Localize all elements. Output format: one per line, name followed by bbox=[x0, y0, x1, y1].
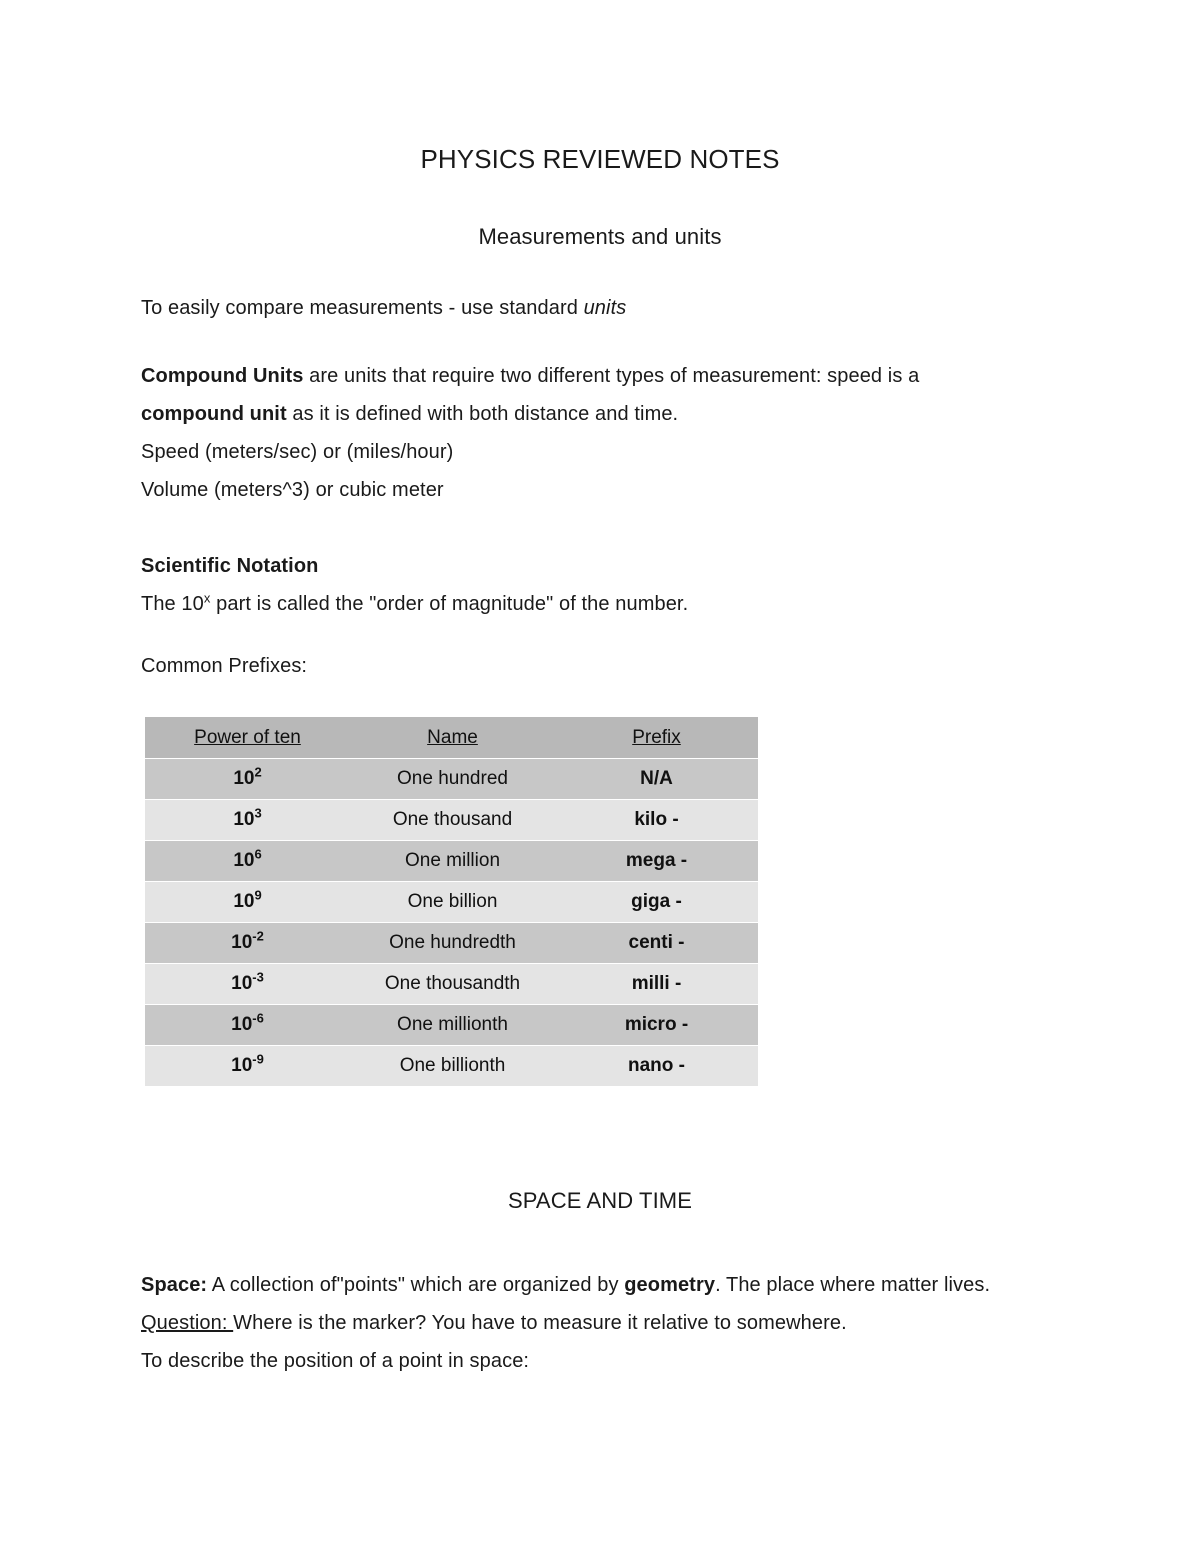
header-prefix: Prefix bbox=[555, 717, 758, 759]
section-heading-measurements: Measurements and units bbox=[478, 224, 722, 249]
prefix-cell: micro - bbox=[555, 1005, 758, 1046]
power-base: 10 bbox=[231, 973, 253, 994]
header-power-of-ten: Power of ten bbox=[145, 717, 350, 759]
power-of-ten-cell bbox=[145, 1046, 350, 1087]
space-bold: Space: bbox=[141, 1274, 208, 1296]
power-base: 10 bbox=[233, 809, 255, 830]
prefix-cell: centi - bbox=[555, 923, 758, 964]
power-base: 10 bbox=[231, 1055, 253, 1076]
space-text-2: . The place where matter lives. bbox=[715, 1274, 991, 1296]
compound-line-1 bbox=[141, 364, 919, 388]
name-cell: One millionth bbox=[350, 1005, 555, 1046]
geometry-bold: geometry bbox=[624, 1274, 716, 1296]
sci-text-a: The 10 bbox=[141, 593, 204, 615]
power-exponent: -9 bbox=[252, 1051, 264, 1067]
table-row bbox=[145, 923, 758, 964]
prefix-table bbox=[145, 717, 758, 1086]
name-cell: One thousandth bbox=[350, 964, 555, 1005]
prefix-cell: mega - bbox=[555, 841, 758, 882]
power-of-ten-cell bbox=[145, 800, 350, 841]
scientific-notation-heading: Scientific Notation bbox=[141, 555, 319, 577]
table-row bbox=[145, 882, 758, 923]
power-exponent: -6 bbox=[252, 1010, 264, 1026]
prefix-cell: N/A bbox=[555, 759, 758, 800]
power-exponent: 6 bbox=[254, 846, 262, 862]
power-exponent: 3 bbox=[254, 805, 262, 821]
name-cell: One billion bbox=[350, 882, 555, 923]
table-row bbox=[145, 1005, 758, 1046]
intro-italic: units bbox=[583, 297, 627, 319]
volume-line: Volume (meters^3) or cubic meter bbox=[141, 479, 444, 501]
power-of-ten-cell bbox=[145, 882, 350, 923]
sci-text-b: part is called the "order of magnitude" of the number. bbox=[210, 593, 689, 615]
compound-bold: Compound Units bbox=[141, 365, 304, 387]
question-text: Where is the marker? You have to measure it relative to somewhere. bbox=[233, 1312, 847, 1334]
space-text: A collection of"points" which are organized by bbox=[207, 1274, 625, 1296]
question-line bbox=[141, 1311, 847, 1335]
name-cell: One hundred bbox=[350, 759, 555, 800]
space-definition-line bbox=[141, 1273, 990, 1297]
prefix-cell: milli - bbox=[555, 964, 758, 1005]
name-cell: One hundredth bbox=[350, 923, 555, 964]
table-row bbox=[145, 759, 758, 800]
table-row bbox=[145, 1046, 758, 1087]
scientific-notation-text bbox=[141, 592, 688, 616]
common-prefixes-label: Common Prefixes: bbox=[141, 655, 308, 677]
power-of-ten-cell bbox=[145, 759, 350, 800]
power-of-ten-cell bbox=[145, 841, 350, 882]
table-row bbox=[145, 964, 758, 1005]
power-exponent: -3 bbox=[252, 969, 264, 985]
prefix-cell: kilo - bbox=[555, 800, 758, 841]
power-base: 10 bbox=[231, 932, 253, 953]
name-cell: One million bbox=[350, 841, 555, 882]
table-row bbox=[145, 841, 758, 882]
question-label: Question: bbox=[141, 1312, 234, 1334]
section-heading-space-time: SPACE AND TIME bbox=[508, 1188, 692, 1213]
position-line: To describe the position of a point in space: bbox=[141, 1350, 530, 1372]
prefix-cell: giga - bbox=[555, 882, 758, 923]
power-base: 10 bbox=[233, 891, 255, 912]
power-of-ten-cell bbox=[145, 964, 350, 1005]
table-row bbox=[145, 800, 758, 841]
intro-text: To easily compare measurements - use standard bbox=[141, 297, 584, 319]
power-exponent: 2 bbox=[254, 764, 262, 780]
prefix-cell: nano - bbox=[555, 1046, 758, 1087]
power-base: 10 bbox=[233, 768, 255, 789]
power-exponent: -2 bbox=[252, 928, 264, 944]
compound-line-2 bbox=[141, 402, 678, 426]
prefix-table-header bbox=[145, 717, 758, 759]
compound-text: are units that require two different types of measurement: speed is a bbox=[303, 365, 920, 387]
power-exponent: 9 bbox=[254, 887, 262, 903]
power-base: 10 bbox=[231, 1014, 253, 1035]
power-of-ten-cell bbox=[145, 1005, 350, 1046]
compound-text-2: as it is defined with both distance and time. bbox=[286, 403, 679, 425]
intro-line bbox=[141, 296, 626, 320]
document-title: PHYSICS REVIEWED NOTES bbox=[420, 144, 780, 174]
speed-line: Speed (meters/sec) or (miles/hour) bbox=[141, 441, 454, 463]
power-of-ten-cell bbox=[145, 923, 350, 964]
compound-bold-2: compound unit bbox=[141, 403, 287, 425]
sci-sup: x bbox=[203, 590, 211, 606]
header-name: Name bbox=[350, 717, 555, 759]
name-cell: One billionth bbox=[350, 1046, 555, 1087]
power-base: 10 bbox=[233, 850, 255, 871]
name-cell: One thousand bbox=[350, 800, 555, 841]
